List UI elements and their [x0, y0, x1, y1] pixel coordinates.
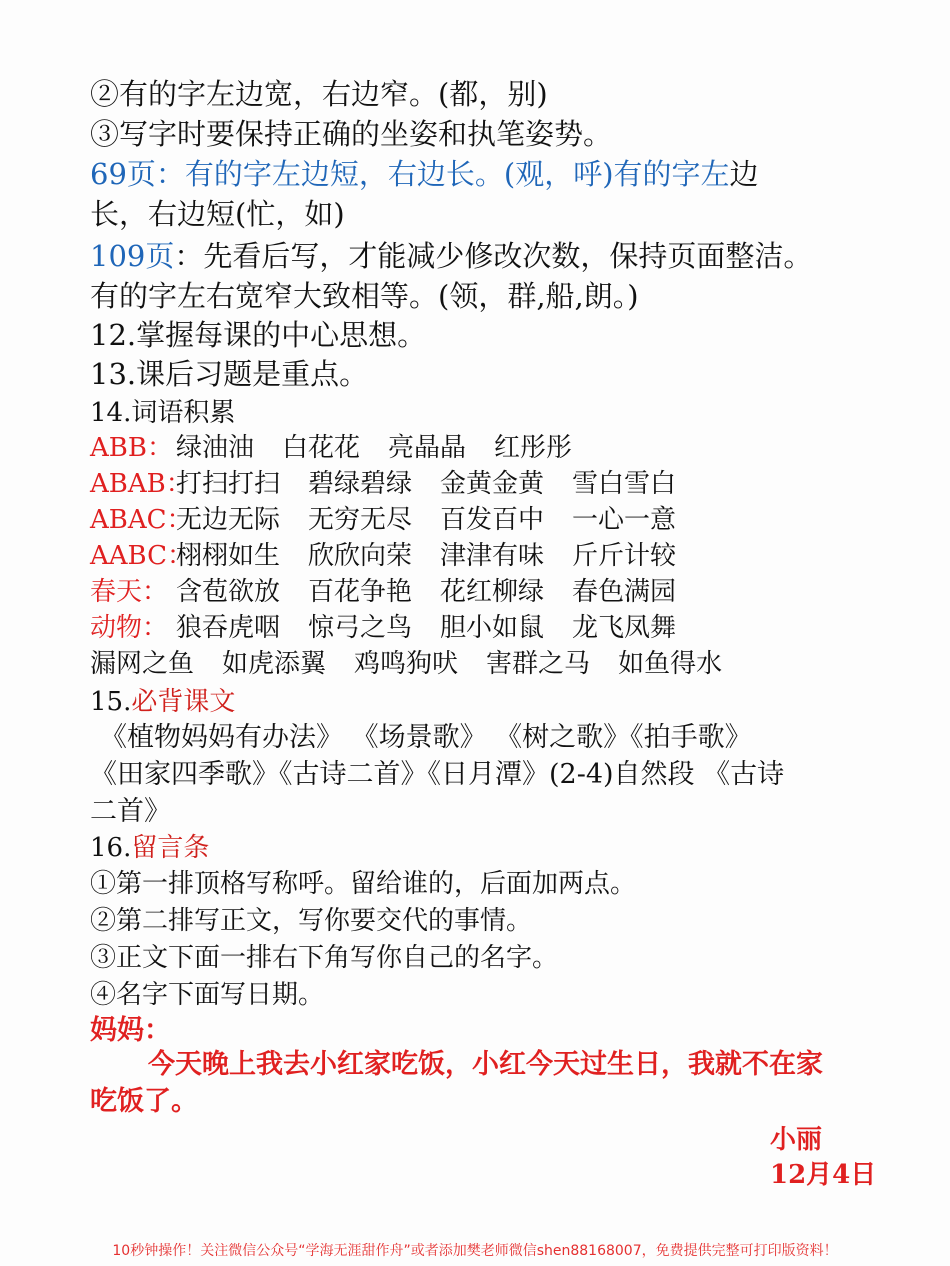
vocab-row	[90, 466, 704, 502]
note-rule-1: ①第一排顶格写称呼。留给谁的，后面加两点。	[90, 869, 637, 899]
vocab-row	[90, 574, 704, 610]
vocab-word: 欣欣向荣	[308, 541, 413, 571]
note-rule-3: ③正文下面一排右下角写你自己的名字。	[90, 943, 559, 973]
vocab-label: 春天：	[90, 577, 169, 607]
page-109-cont: 有的字左右宽窄大致相等。(领，群,船,朗。)	[90, 279, 639, 313]
page-109-line	[90, 238, 812, 274]
note-signature: 小丽	[770, 1125, 823, 1155]
page-69-tail: 边	[729, 157, 759, 191]
vocab-label: ABAB：	[90, 469, 192, 499]
note-date: 12月4日	[770, 1160, 877, 1190]
page-69-text: 69页：有的字左边短，右边长。(观，呼)有的字左	[90, 157, 730, 191]
vocab-label: 动物：	[90, 613, 169, 643]
vocab-word: 白花花	[282, 433, 361, 463]
vocab-word: 惊弓之鸟	[308, 613, 413, 643]
texts-row-1: 《植物妈妈有办法》 《场景歌》 《树之歌》《拍手歌》	[100, 722, 752, 753]
vocab-word: 鸡鸣狗吠	[354, 649, 459, 679]
vocab-word: 打扫打扫	[176, 469, 281, 499]
section-16-title: 留言条	[131, 833, 210, 863]
vocab-word: 百发百中	[440, 505, 545, 535]
vocab-word: 津津有味	[440, 541, 545, 571]
page-69-line	[90, 156, 759, 192]
vocab-word: 龙飞凤舞	[572, 613, 677, 643]
vocab-word: 百花争艳	[308, 577, 413, 607]
section-16-heading	[90, 830, 209, 866]
texts-row-3: 二首》	[90, 796, 171, 827]
section-16-number: 16.	[90, 833, 132, 863]
page-109-text: ：先看后写，才能减少修改次数，保持页面整洁。	[174, 239, 813, 273]
section-15-title: 必背课文	[131, 687, 236, 717]
vocab-word: 如虎添翼	[222, 649, 327, 679]
vocab-word: 栩栩如生	[176, 541, 281, 571]
note-body-2: 吃饭了。	[90, 1086, 198, 1117]
rule-line-2: ②有的字左边宽，右边窄。(都，别)	[90, 77, 548, 111]
item-13: 13.课后习题是重点。	[90, 357, 369, 391]
vocab-word: 亮晶晶	[388, 433, 467, 463]
section-15-heading	[90, 684, 235, 720]
vocab-row	[90, 538, 704, 574]
item-14: 14.词语积累	[90, 398, 236, 428]
vocab-label: ABB：	[90, 433, 173, 463]
vocab-row	[90, 610, 704, 646]
vocab-word: 雪白雪白	[572, 469, 677, 499]
note-salutation: 妈妈：	[90, 1015, 171, 1046]
vocab-word: 无穷无尽	[308, 505, 413, 535]
vocab-word: 金黄金黄	[440, 469, 545, 499]
rule-line-3: ③写字时要保持正确的坐姿和执笔姿势。	[90, 117, 613, 151]
page-69-cont: 长，右边短(忙，如)	[90, 197, 345, 231]
vocab-extra-row	[90, 646, 750, 682]
vocab-word: 如鱼得水	[618, 649, 723, 679]
note-rule-4: ④名字下面写日期。	[90, 980, 325, 1010]
vocab-word: 胆小如鼠	[440, 613, 545, 643]
vocab-word: 红彤彤	[494, 433, 573, 463]
vocab-word: 花红柳绿	[440, 577, 545, 607]
item-12: 12.掌握每课的中心思想。	[90, 318, 427, 352]
vocab-row	[90, 502, 704, 538]
note-body-1: 今天晚上我去小红家吃饭，小红今天过生日，我就不在家	[148, 1049, 823, 1080]
vocab-word: 狼吞虎咽	[176, 613, 281, 643]
section-15-number: 15.	[90, 687, 132, 717]
vocab-word: 漏网之鱼	[90, 649, 195, 679]
vocab-word: 斤斤计较	[572, 541, 677, 571]
texts-row-2: 《田家四季歌》《古诗二首》《日月潭》(2-4)自然段 《古诗	[90, 759, 785, 790]
page-109-label: 109页	[90, 239, 175, 273]
vocab-word: 一心一意	[572, 505, 677, 535]
vocab-word: 含苞欲放	[176, 577, 281, 607]
vocab-label: ABAC：	[90, 505, 193, 535]
vocab-word: 无边无际	[176, 505, 281, 535]
vocab-row	[90, 430, 600, 466]
vocab-word: 春色满园	[572, 577, 677, 607]
note-rule-2: ②第二排写正文，写你要交代的事情。	[90, 906, 533, 936]
vocab-label: AABC：	[90, 541, 194, 571]
footer-promo-text: 10秒钟操作！关注微信公众号“学海无涯甜作舟”或者添加樊老师微信shen88168007，免费提供完整可打印版资料！	[112, 1243, 838, 1259]
vocab-word: 害群之马	[486, 649, 591, 679]
vocab-word: 绿油油	[176, 433, 255, 463]
vocab-word: 碧绿碧绿	[308, 469, 413, 499]
